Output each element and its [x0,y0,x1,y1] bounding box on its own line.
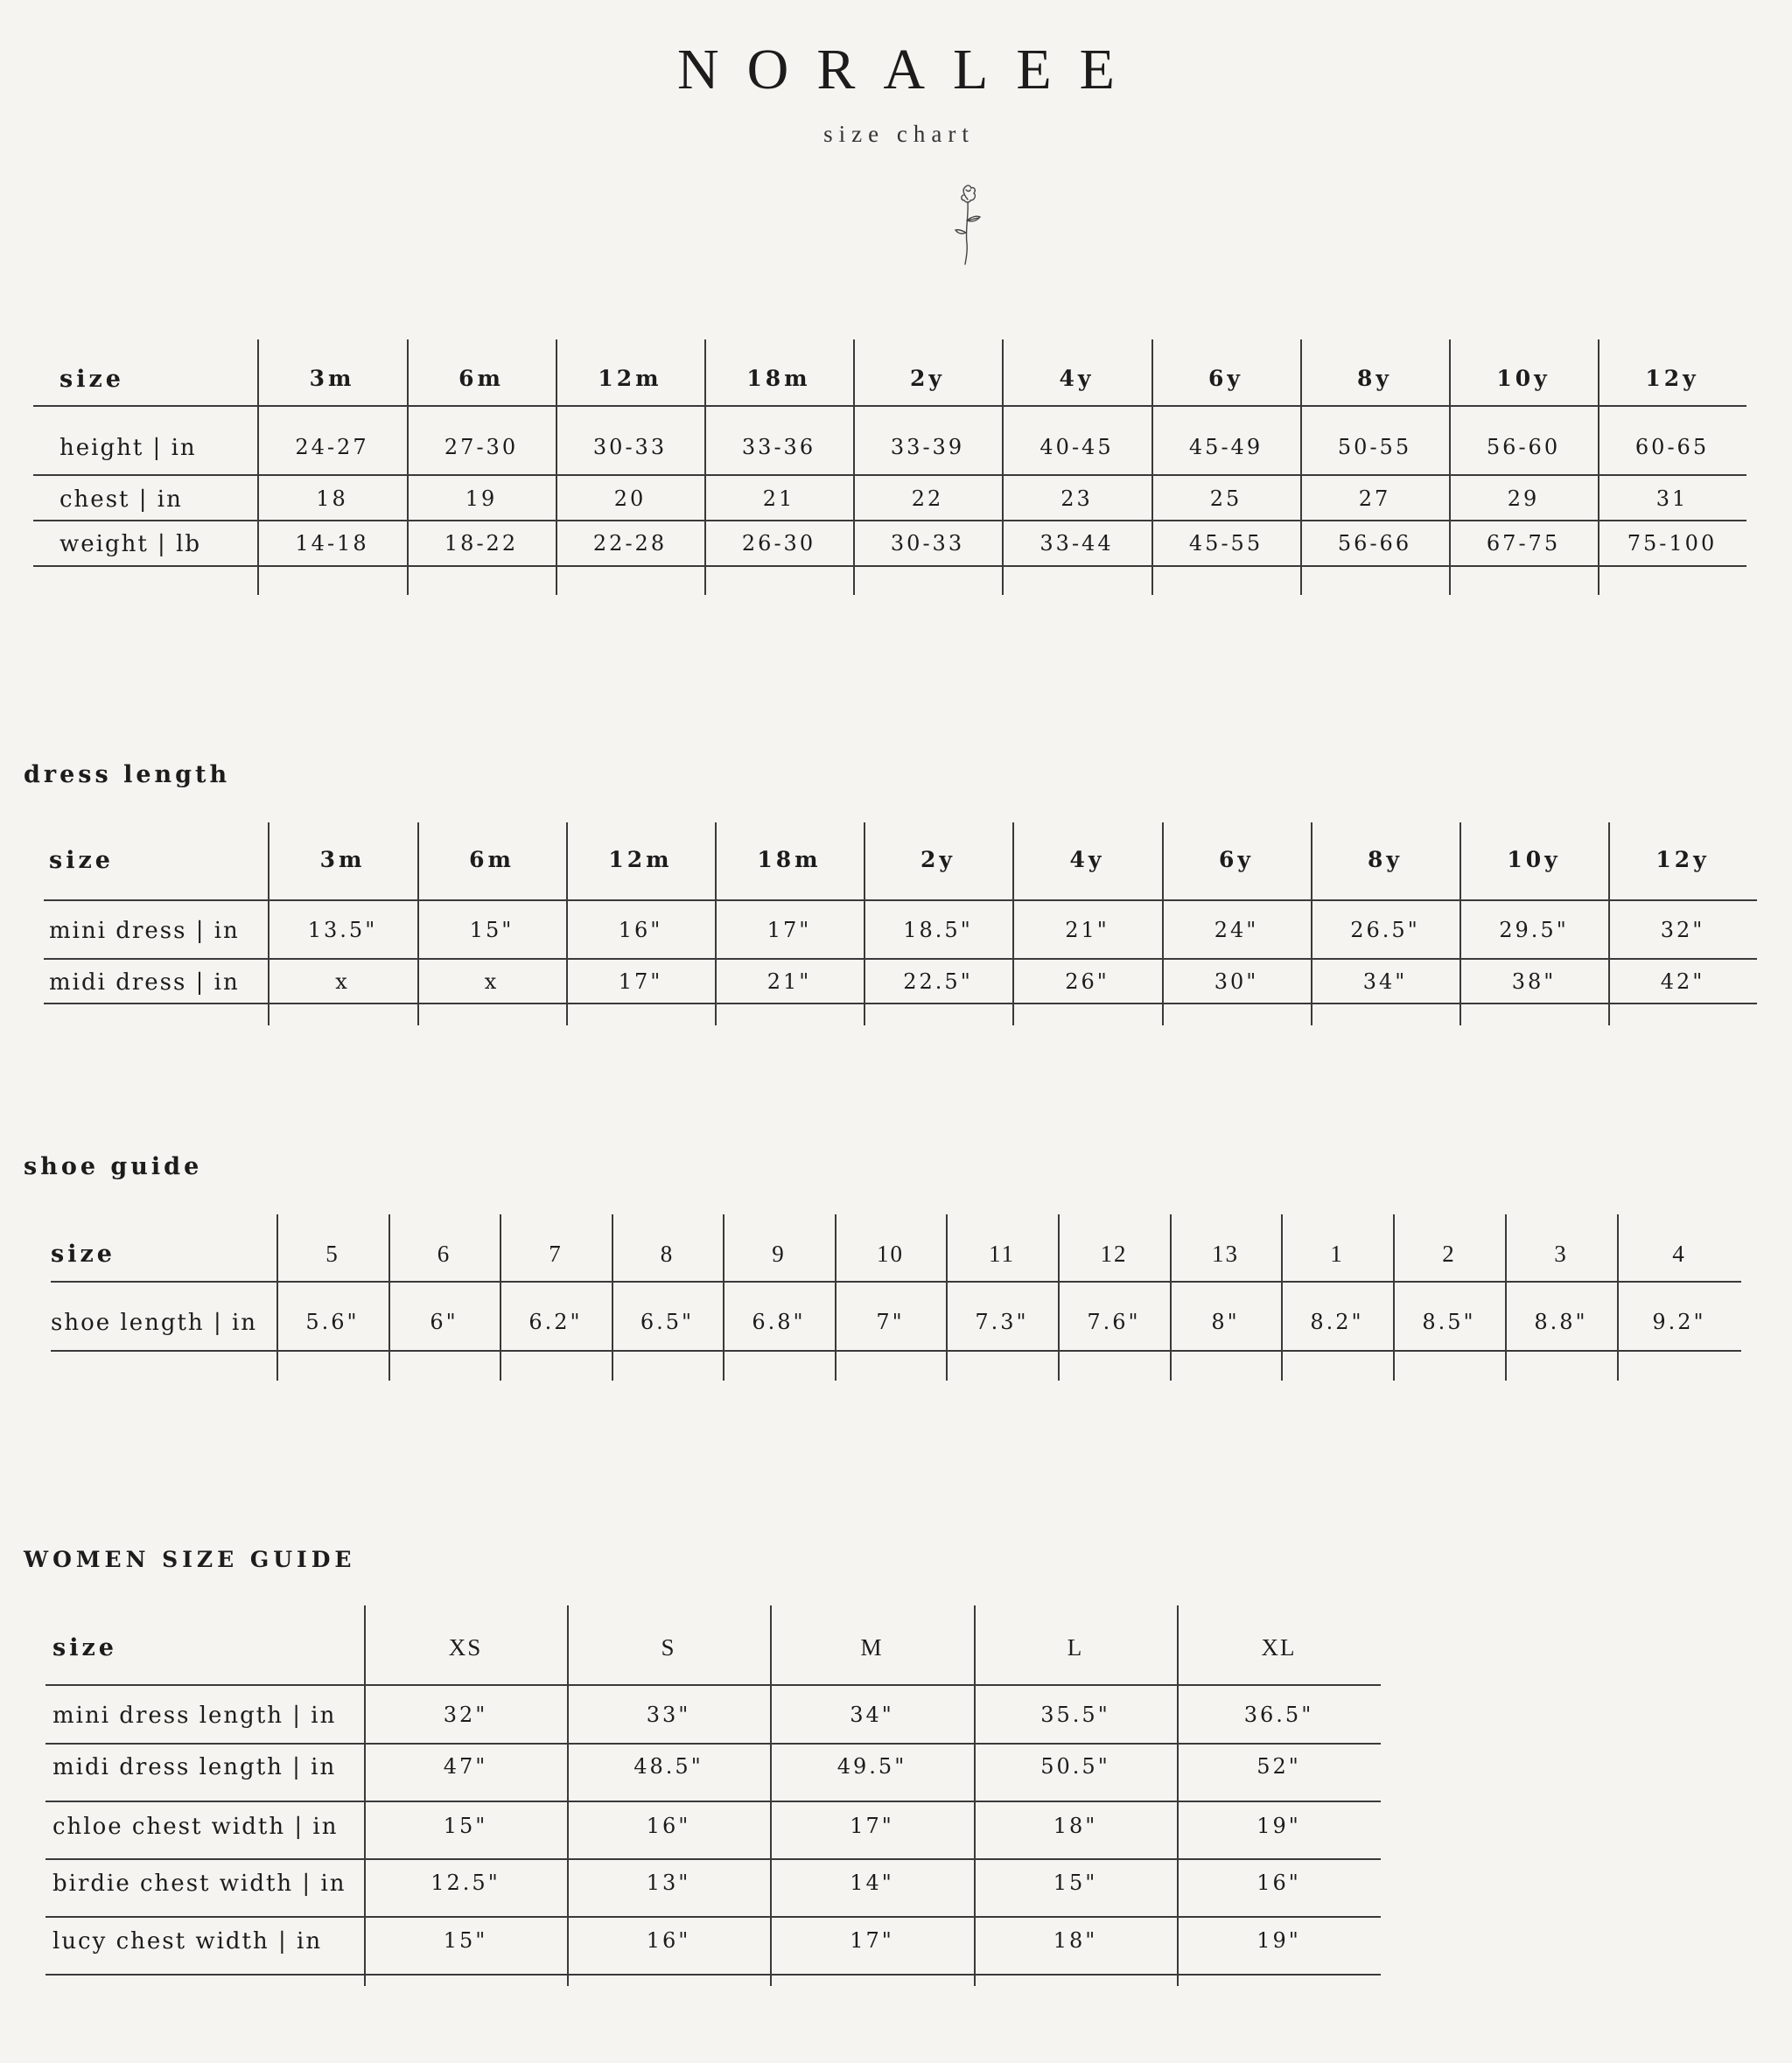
table-cell: 52" [1256,1754,1301,1779]
table-rule [33,405,1746,407]
header-cell: 12y [1656,847,1710,872]
row-label: mini dress | in [49,918,240,944]
page-subtitle: size chart [823,121,975,147]
table-cell: 50-55 [1337,435,1412,459]
table-cell: 34" [850,1703,894,1727]
row-label: shoe length | in [51,1310,258,1336]
header-label-size: size [60,366,124,393]
row-label: midi dress length | in [52,1754,337,1780]
table-cell: x [484,969,500,994]
table-cell: 8.5" [1422,1310,1476,1334]
table-rule [33,474,1746,476]
table-cell: 47" [443,1754,488,1779]
table-cell: 22.5" [903,969,973,994]
header-cell: 11 [989,1241,1015,1267]
header-cell: 2y [910,366,945,391]
table-cell: 32" [443,1703,488,1727]
table-rule [51,1281,1741,1283]
table-cell: 15" [469,918,514,942]
table-cell: 22 [911,486,944,511]
column-divider [1505,1214,1507,1381]
table-cell: 31 [1656,486,1689,511]
header-cell: L [1067,1634,1084,1661]
table-cell: 14" [850,1871,894,1895]
flower-icon [949,182,986,266]
table-cell: 6.8" [752,1310,806,1334]
table-cell: 21" [1065,918,1110,942]
header-cell: 6 [437,1241,452,1267]
table-cell: 42" [1660,969,1705,994]
header-cell: XS [448,1634,483,1661]
column-divider [1617,1214,1619,1381]
column-divider [1170,1214,1172,1381]
table-cell: 33-36 [741,435,816,459]
header-cell: 18m [746,366,811,391]
table-cell: 17" [850,1814,894,1838]
table-cell: 26" [1065,969,1110,994]
table-cell: 5.6" [305,1310,360,1334]
table-cell: 6.2" [528,1310,583,1334]
table-cell: 67-75 [1486,531,1561,556]
table-cell: 56-66 [1337,531,1412,556]
header-cell: 12m [598,366,662,391]
table-cell: 17" [850,1928,894,1953]
shoe-guide-title: shoe guide [24,1153,203,1180]
header-cell: 6y [1208,366,1243,391]
column-divider [1281,1214,1283,1381]
table-rule [46,1858,1381,1860]
table-cell: 18.5" [903,918,973,942]
header-cell: 18m [757,847,822,872]
table-rule [51,1350,1741,1352]
table-cell: 6.5" [640,1310,695,1334]
table-cell: 60-65 [1634,435,1710,459]
table-cell: 50.5" [1040,1754,1110,1779]
table-rule [44,899,1757,901]
table-cell: 15" [443,1928,488,1953]
table-cell: 19" [1256,1814,1301,1838]
table-rule [33,520,1746,521]
table-cell: 16" [646,1928,691,1953]
table-cell: 45-49 [1188,435,1264,459]
table-cell: 36.5" [1243,1703,1314,1727]
table-rule [33,565,1746,567]
table-cell: 23 [1060,486,1093,511]
table-cell: 24-27 [295,435,369,459]
header-cell: 4y [1059,366,1095,391]
header-cell: M [860,1634,884,1661]
row-label: mini dress length | in [52,1703,337,1729]
header-cell: 8 [660,1241,675,1267]
header-cell: 10 [877,1241,904,1267]
table-cell: 34" [1362,969,1408,994]
table-cell: 19 [465,486,498,511]
header-cell: 8y [1368,847,1403,872]
column-divider [388,1214,390,1381]
table-cell: 30-33 [592,435,668,459]
table-cell: 8.2" [1310,1310,1364,1334]
table-rule [46,1684,1381,1686]
table-cell: 40-45 [1040,435,1114,459]
header-cell: 3 [1554,1241,1568,1267]
header-label-size: size [51,1241,116,1268]
header-cell: 3m [319,847,366,872]
table-rule [46,1916,1381,1918]
table-cell: 32" [1660,918,1705,942]
column-divider [500,1214,501,1381]
table-cell: 6" [430,1310,458,1334]
row-label: lucy chest width | in [52,1928,323,1955]
header-cell: 6m [469,847,514,872]
row-label: chest | in [60,486,183,513]
row-label: height | in [60,435,197,461]
table-cell: 16" [618,918,663,942]
column-divider [1393,1214,1395,1381]
header-label-size: size [49,847,114,874]
header-cell: 5 [326,1241,340,1267]
column-divider [276,1214,278,1381]
dress-length-title: dress length [24,761,231,788]
table-cell: 13.5" [307,918,378,942]
table-cell: 13" [646,1871,691,1895]
table-cell: 24" [1214,918,1259,942]
column-divider [612,1214,613,1381]
table-cell: 15" [443,1814,488,1838]
column-divider [835,1214,836,1381]
row-label: midi dress | in [49,969,240,996]
table-cell: 29.5" [1499,918,1569,942]
table-cell: 18 [316,486,348,511]
table-cell: 75-100 [1627,531,1718,556]
table-cell: 8.8" [1534,1310,1588,1334]
header-cell: 10y [1496,366,1550,391]
table-cell: 7.6" [1087,1310,1141,1334]
table-cell: 27 [1358,486,1391,511]
table-cell: 30-33 [890,531,965,556]
women-size-guide-title: WOMEN SIZE GUIDE [24,1547,356,1572]
header-cell: 8y [1357,366,1392,391]
table-cell: 26.5" [1350,918,1420,942]
table-cell: 26-30 [741,531,816,556]
header-cell: 13 [1212,1241,1239,1267]
header-cell: 4y [1069,847,1105,872]
table-cell: 20 [613,486,647,511]
table-cell: 9.2" [1652,1310,1706,1334]
table-cell: 35.5" [1040,1703,1110,1727]
header-cell: 3m [309,366,355,391]
table-cell: x [335,969,350,994]
header-label-size: size [52,1634,117,1661]
header-cell: 12m [608,847,673,872]
header-cell: 6m [458,366,504,391]
table-cell: 27-30 [444,435,519,459]
header-cell: 9 [772,1241,786,1267]
table-cell: 33" [646,1703,691,1727]
table-cell: 45-55 [1188,531,1264,556]
table-cell: 56-60 [1486,435,1561,459]
header-cell: 12 [1100,1241,1128,1267]
table-cell: 33-39 [890,435,965,459]
header-cell: 12y [1645,366,1699,391]
table-rule [46,1743,1381,1745]
header-cell: XL [1261,1634,1297,1661]
header-cell: 2 [1442,1241,1456,1267]
header-cell: 7 [549,1241,563,1267]
header-cell: 2y [920,847,956,872]
table-cell: 15" [1053,1871,1098,1895]
table-cell: 16" [1256,1871,1301,1895]
table-cell: 18" [1053,1814,1098,1838]
table-rule [44,958,1757,960]
table-cell: 30" [1214,969,1259,994]
row-label: weight | lb [60,531,202,557]
table-cell: 21 [762,486,795,511]
table-rule [46,1801,1381,1802]
header-cell: 4 [1672,1241,1686,1267]
table-cell: 38" [1511,969,1557,994]
table-cell: 49.5" [836,1754,907,1779]
table-cell: 21" [766,969,812,994]
table-rule [44,1003,1757,1004]
row-label: chloe chest width | in [52,1814,339,1840]
table-cell: 22-28 [592,531,668,556]
row-label: birdie chest width | in [52,1871,346,1897]
column-divider [1058,1214,1060,1381]
table-cell: 8" [1211,1310,1240,1334]
table-cell: 17" [766,918,812,942]
column-divider [946,1214,948,1381]
table-cell: 17" [618,969,663,994]
table-cell: 33-44 [1040,531,1114,556]
table-cell: 48.5" [634,1754,704,1779]
table-cell: 7.3" [975,1310,1029,1334]
header-cell: 1 [1330,1241,1344,1267]
table-cell: 19" [1256,1928,1301,1953]
table-cell: 7" [876,1310,905,1334]
header-cell: 6y [1219,847,1254,872]
table-cell: 16" [646,1814,691,1838]
brand-logo-text: NORALEE [677,38,1143,101]
table-cell: 12.5" [430,1871,500,1895]
table-cell: 18" [1053,1928,1098,1953]
column-divider [723,1214,724,1381]
table-cell: 29 [1507,486,1540,511]
table-cell: 18-22 [444,531,519,556]
table-cell: 25 [1209,486,1242,511]
table-cell: 14-18 [295,531,369,556]
header-cell: S [661,1634,676,1661]
table-rule [46,1974,1381,1976]
header-cell: 10y [1507,847,1561,872]
